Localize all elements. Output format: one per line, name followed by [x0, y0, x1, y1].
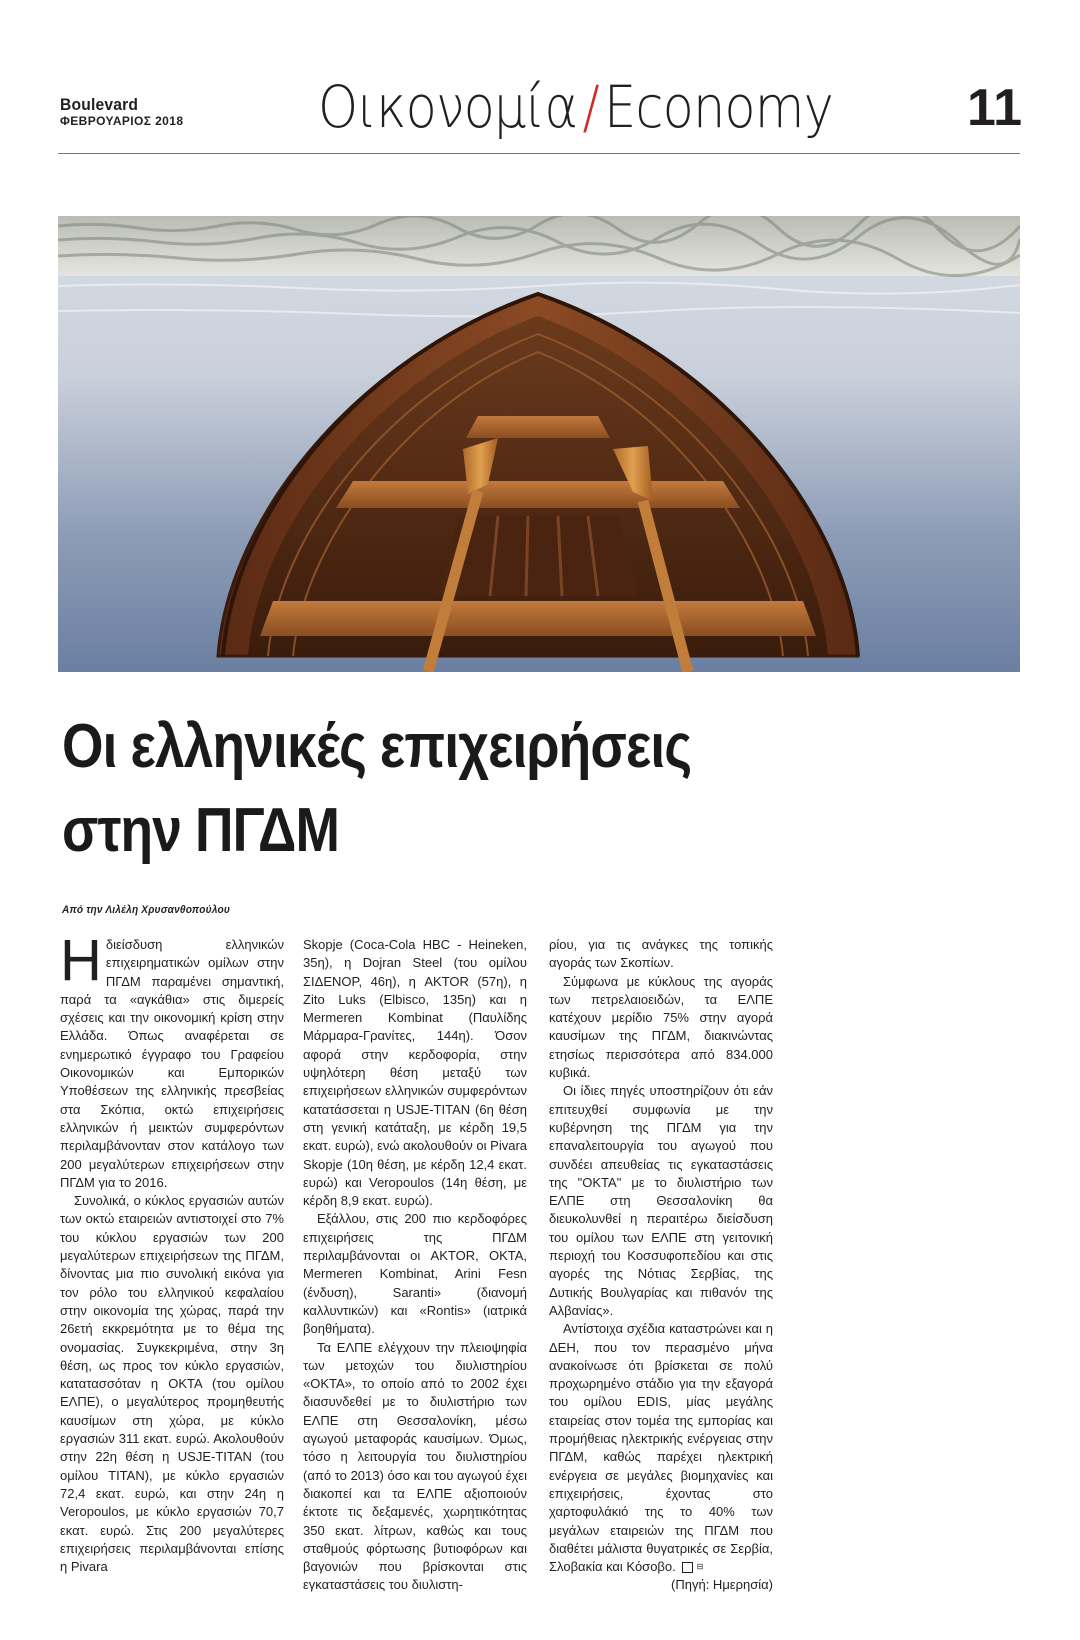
paragraph: Οι ίδιες πηγές υποστηρίζουν ότι εάν επιτευχθεί συμφωνία με την κυβέρνηση της ΠΓΔΜ για την επαναλειτουργία του αγωγού που συνδέει απευθείας τις εγκαταστάσεις της "ΟΚΤΑ" με το διυλιστήριο των ΕΛΠΕ στη Θεσσαλονίκη θα διευκολυνθεί η περαιτέρω διείσδυση του ομίλου των ΕΛΠΕ στη γειτονική περιοχή του Κοσσυφοπεδίου και στις αγορές της Νότιας Σερβίας, της Δυτικής Βουλγαρίας και πιθανόν της Αλβανίας».	[549, 1083, 773, 1318]
paragraph: Skopje (Coca-Cola HBC - Heineken, 35η), η Dojran Steel (του ομίλου ΣΙΔΕΝΟΡ, 46η), η AKTOR (57η), η Zito Luks (Elbisco, 135η) και η Mermeren Kombinat (Παυλίδης Μάρμαρα-Γρανίτες, 144η). Όσον αφορά στην κερδοφορία, στην υψηλότερη θέση μεταξύ των επιχειρήσεων ελληνικών συμφερόντων κατατάσσεται η USJE-TITAN (6η θέση στη γενική κατάταξη, με κέρδη 19,5 εκατ. ευρώ), ενώ ακολουθούν οι Pivara Skopje (10η θέση, με κέρδη 12,4 εκατ. ευρώ) και Veropoulos (14η θέση, με κέρδη 8,9 εκατ. ευρώ).	[303, 937, 527, 1209]
paragraph: Σύμφωνα με κύκλους της αγοράς των πετρελαιοειδών, τα ΕΛΠΕ κατέχουν μερίδιο 75% στην αγορά καυσίμων της ΠΓΔΜ, διακινώντας ετησίως περισσότερα από 834.000 κυβικά.	[549, 973, 773, 1081]
issue-date: ΦΕΒΡΟΥΑΡΙΟΣ 2018	[60, 114, 184, 128]
section-title-english: Economy	[604, 73, 833, 141]
paragraph-text: Αντίστοιχα σχέδια καταστρώνει και η ΔΕΗ, που τον περασμένο μήνα ανακοίνωσε ότι βρίσκεται σε πολύ προχωρημένο στάδιο για την εξαγορά του ομίλου EDIS, μίας μεγάλης εταιρείας στον τομέα της εμπορίας και προμήθειας ηλεκτρικής ενέργειας στην ΠΓΔΜ, καθώς παρέχει ηλεκτρική ενέργεια σε μεγάλες βιομηχανίες και επιχειρήσεις, έχοντας στο χαρτοφυλάκιό της το 40% των μεγάλων εταιρειών της ΠΓΔΜ που διαθέτει μάλιστα θυγατρικές σε Σερβία, Σλοβακία και Κόσοβο.	[549, 1321, 773, 1575]
drop-cap: Η	[60, 928, 102, 993]
article-byline: Από την Λιλέλη Χρυσανθοπούλου	[62, 904, 231, 916]
article-source: (Πηγή: Ημερησία)	[671, 1577, 773, 1593]
rowboat-image	[58, 216, 1020, 672]
article-column-2	[303, 936, 527, 1595]
header-rule	[58, 153, 1020, 154]
paragraph: Εξάλλου, στις 200 πιο κερδοφόρες επιχειρήσεις της ΠΓΔΜ περιλαμβάνονται οι AKTOR, OKTA, Mermeren Kombinat, Arini Fesn (ένδυση), Saranti» (διανομή καλλυντικών) και «Rontis» (ιατρικά βοηθήματα).	[303, 1211, 527, 1337]
article-headline	[62, 705, 691, 873]
article-photo	[58, 216, 1020, 672]
paragraph	[549, 1320, 773, 1576]
paragraph-text: διείσδυση ελληνικών επιχειρηματικών ομίλων στην ΠΓΔΜ παραμένει σημαντική, παρά τα «αγκάθια» στις διμερείς σχέσεις και την οικονομική κρίση στην Ελλάδα. Όπως αναφέρεται σε ενημερωτικό έγγραφο του Γραφείου Οικονομικών και Εμπορικών Υποθέσεων της ελληνικής πρεσβείας στα Σκόπια, οκτώ επιχειρήσεις ελληνικών ή μεικτών συμφερόντων περιλαμβάνονταν στον κατάλογο των 200 μεγαλύτερων επιχειρήσεων στην ΠΓΔΜ για το 2016.	[60, 937, 284, 1190]
page-number: 11	[967, 79, 1022, 137]
paragraph: ρίου, για τις ανάγκες της τοπικής αγοράς των Σκοπίων.	[549, 937, 773, 971]
section-title-greek: Οικονομία	[318, 73, 578, 141]
section-title-separator: /	[582, 73, 599, 141]
paragraph	[60, 928, 284, 1192]
headline-line-2: στην ΠΓΔΜ	[62, 796, 340, 865]
brand-name: Boulevard	[60, 95, 139, 114]
paragraph: Συνολικά, ο κύκλος εργασιών αυτών των οκτώ εταιρειών αντιστοιχεί στο 7% του κύκλου εργασιών των 200 μεγαλύτερων επιχειρήσεων της ΠΓΔΜ, δίνοντας μια πιο συνολική εικόνα για τον ρόλο του ελληνικού κεφαλαίου στην οικονομία της χώρας, παρά την 26ετή εκκρεμότητα με το θέμα της ονομασίας. Συγκεκριμένα, στην 3η θέση, ως προς τον κύκλο εργασιών, κατατασσόταν η ΟΚΤΑ (του ομίλου ΕΛΠΕ), ο μεγαλύτερος προμηθευτής καυσίμων στη χώρα, με κύκλο εργασιών 311 εκατ. ευρώ. Ακολουθούν στην 22η θέση η USJE-TITAN (του ομίλου TITAN), με κύκλο εργασιών 72,4 εκατ. ευρώ, και στην 24η η Veropoulos, με κύκλο εργασιών 70,7 εκατ. ευρώ. Στις 200 μεγαλύτερες επιχειρήσεις περιλαμβάνονται επίσης η Pivara	[60, 1193, 284, 1575]
masthead	[60, 96, 200, 128]
article-column-3	[549, 936, 773, 1595]
article-column-1	[60, 928, 284, 1576]
paragraph: Τα ΕΛΠΕ ελέγχουν την πλειοψηφία των μετοχών του διυλιστηρίου «ΟΚΤΑ», το οποίο από το 2002 έχει διασυνδεθεί με το διυλιστήριο των ΕΛΠΕ στη Θεσσαλονίκη, μέσω αγωγού μεταφοράς καυσίμων. Όμως, τόσο η λειτουργία του διυλιστηρίου (από το 2013) όσο και του αγωγού έχει διακοπεί και τα ΕΛΠΕ αξιοποιούν έκτοτε τις δεξαμενές, χωρητικότητας 350 εκατ. λίτρων, καθώς και τους σταθμούς φόρτωσης βυτιοφόρων και βαγονιών που βρίσκονται στις εγκαταστάσεις του διυλιστη-	[303, 1339, 527, 1593]
end-of-article-icon: ⊟	[682, 1562, 693, 1573]
headline-line-1: Οι ελληνικές επιχειρήσεις	[62, 712, 692, 781]
section-title	[318, 72, 833, 142]
